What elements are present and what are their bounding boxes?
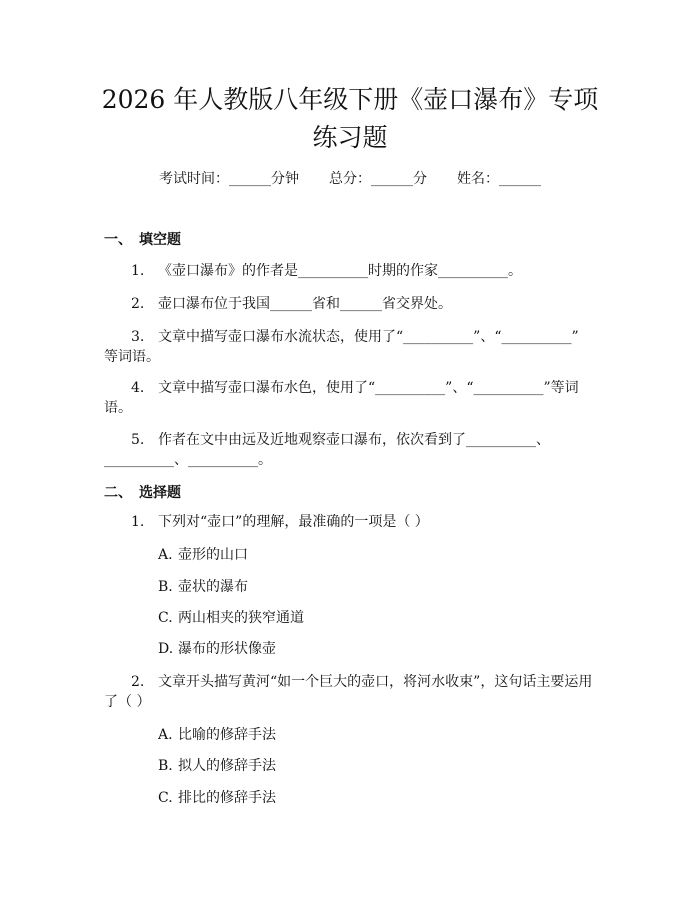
choice-question-2-continuation: 了（ ）: [104, 694, 151, 710]
choice-option-a: [158, 724, 276, 746]
option-letter: C.: [158, 610, 173, 626]
question-text: 《壶口瀑布》的作者是__________时期的作家__________。: [158, 263, 522, 279]
section-number: 一、: [104, 232, 132, 248]
option-letter: B.: [158, 758, 173, 774]
fill-question-1: [131, 260, 522, 282]
option-text: 拟人的修辞手法: [178, 758, 276, 774]
fill-question-4: [131, 377, 579, 399]
choice-option-c: [158, 607, 304, 629]
choice-question-1: [131, 511, 429, 533]
choice-option-c: [158, 787, 276, 809]
student-name-field: 姓名：______: [457, 171, 541, 187]
question-text: 下列对“壶口”的理解，最准确的一项是（ ）: [158, 514, 429, 530]
option-text: 比喻的修辞手法: [178, 727, 276, 743]
choice-option-d: [158, 638, 276, 660]
question-number: 2.: [131, 296, 145, 312]
option-text: 两山相夹的狭窄通道: [178, 610, 304, 626]
choice-question-2: [131, 671, 592, 693]
exam-time-field: 考试时间：______分钟: [159, 171, 299, 187]
page-title-line-1: 2026 年人教版八年级下册《壶口瀑布》专项: [101, 85, 599, 114]
choice-option-a: [158, 544, 248, 566]
question-text: 壶口瀑布位于我国______省和______省交界处。: [158, 296, 452, 312]
option-letter: A.: [158, 547, 173, 563]
fill-question-3-continuation: 等词语。: [104, 349, 160, 365]
question-text: 文章中描写壶口瀑布水流状态，使用了“__________”、“__________”: [158, 329, 579, 345]
question-number: 1.: [131, 263, 145, 279]
option-text: 壶形的山口: [178, 547, 248, 563]
choice-option-b: [158, 755, 276, 777]
section-number: 二、: [104, 485, 132, 501]
option-text: 排比的修辞手法: [178, 790, 276, 806]
option-letter: A.: [158, 727, 173, 743]
exam-info: [0, 169, 700, 189]
section-title: 选择题: [139, 485, 181, 501]
option-letter: B.: [158, 579, 173, 595]
total-score-field: 总分：______分: [329, 171, 427, 187]
question-text: 文章中描写壶口瀑布水色，使用了“__________”、“__________”等词: [158, 380, 579, 396]
fill-question-5-continuation: __________、__________。: [104, 452, 272, 468]
section-title: 填空题: [139, 232, 181, 248]
question-number: 2.: [131, 674, 145, 690]
page-title-line-2: 练习题: [312, 123, 388, 152]
question-number: 1.: [131, 514, 145, 530]
question-number: 5.: [131, 432, 145, 448]
option-text: 壶状的瀑布: [178, 579, 248, 595]
section-heading-fill-blank: [104, 230, 181, 250]
question-text: 文章开头描写黄河“如一个巨大的壶口，将河水收束”，这句话主要运用: [158, 674, 593, 690]
option-letter: D.: [158, 641, 174, 657]
choice-option-b: [158, 576, 248, 598]
fill-question-4-continuation: 语。: [104, 400, 132, 416]
fill-question-2: [131, 293, 452, 315]
section-heading-multiple-choice: [104, 483, 181, 503]
option-letter: C.: [158, 790, 173, 806]
option-text: 瀑布的形状像壶: [178, 641, 276, 657]
question-number: 3.: [131, 329, 145, 345]
question-text: 作者在文中由远及近地观察壶口瀑布，依次看到了__________、: [158, 432, 550, 448]
question-number: 4.: [131, 380, 145, 396]
fill-question-5: [131, 429, 550, 451]
fill-question-3: [131, 326, 579, 348]
